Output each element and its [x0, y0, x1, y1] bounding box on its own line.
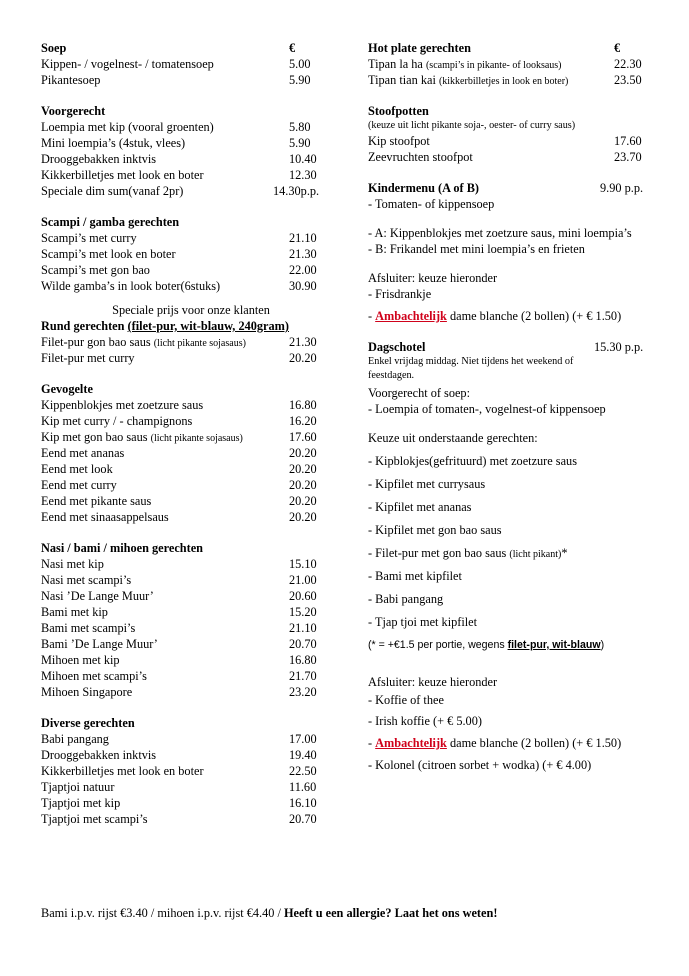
item-name: Scampi’s met curry	[41, 231, 137, 245]
item-price: 10.40	[289, 152, 317, 166]
dag-starter-title: Voorgerecht of soep:	[368, 386, 470, 400]
item-note: (licht pikante sojasaus)	[153, 338, 246, 349]
item-name: Bami met scampi’s	[41, 621, 136, 635]
item-price: 5.90	[289, 136, 311, 150]
section-title: Scampi / gamba gerechten	[41, 215, 180, 229]
item-name: Eend met sinaasappelsaus	[41, 510, 169, 524]
item-name: Kippenblokjes met zoetzure saus	[41, 398, 204, 412]
section-header	[368, 40, 658, 56]
dag-dish: - Bami met kipfilet	[368, 569, 462, 583]
section-header	[41, 318, 341, 334]
menu-price: 9.90 p.p.	[600, 181, 644, 195]
section-title: Dagschotel	[368, 340, 426, 354]
menu-item	[41, 262, 341, 278]
star-note-bold: filet-pur, wit-blauw	[507, 639, 601, 651]
item-price: 30.90	[289, 279, 317, 293]
item-name: Mihoen met scampi’s	[41, 669, 147, 683]
item-name: Kip stoofpot	[368, 134, 430, 148]
menu-item	[41, 413, 341, 429]
spacer	[368, 417, 658, 430]
spacer	[368, 212, 658, 225]
section-stoofpotten	[368, 103, 658, 165]
menu-item	[41, 183, 341, 199]
dag-afsluiter: Afsluiter: keuze hieronder	[368, 675, 498, 689]
menu-item	[41, 350, 341, 366]
item-price: 14.30p.p.	[273, 184, 320, 198]
dish-note: (licht pikant)	[509, 549, 562, 560]
kinder-drink: - Frisdrankje	[368, 287, 432, 301]
section-title: Stoofpotten	[368, 104, 429, 118]
item-name: Kikkerbilletjes met look en boter	[41, 168, 204, 182]
section-title: Nasi / bami / mihoen gerechten	[41, 541, 204, 555]
footer-note	[41, 905, 497, 921]
menu-item	[41, 445, 341, 461]
item-name: Filet-pur met curry	[41, 351, 135, 365]
section-kindermenu	[368, 180, 658, 324]
item-name: Drooggebakken inktvis	[41, 152, 157, 166]
menu-item	[41, 636, 341, 652]
section-dagschotel	[368, 339, 658, 773]
item-price: 5.80	[289, 120, 311, 134]
star-note-suffix: )	[600, 639, 605, 651]
menu-item	[41, 278, 341, 294]
section-header	[41, 540, 341, 556]
section-title: Voorgerecht	[41, 104, 106, 118]
kinder-option-b: - B: Frikandel met mini loempia’s en frieten	[368, 242, 585, 256]
dag-star-note	[368, 637, 658, 653]
dag-kolonel: - Kolonel (citroen sorbet + wodka) (+ € 4.00)	[368, 758, 592, 772]
menu-price: 15.30 p.p.	[594, 340, 644, 354]
item-price: 20.70	[289, 812, 317, 826]
section-header	[41, 715, 341, 731]
item-price: 17.60	[289, 430, 317, 444]
section-soep	[41, 40, 341, 88]
dish-star: *	[561, 546, 568, 560]
menu-item	[41, 119, 341, 135]
right-column	[368, 40, 658, 788]
item-name: Tipan la ha	[368, 57, 423, 71]
item-price: 15.20	[289, 605, 317, 619]
kinder-afsluiter: Afsluiter: keuze hieronder	[368, 271, 498, 285]
item-price: 20.70	[289, 637, 317, 651]
item-price: 21.10	[289, 621, 317, 635]
item-name: Nasi ’De Lange Muur’	[41, 589, 154, 603]
menu-item	[41, 811, 341, 827]
dag-koffie: - Koffie of thee	[368, 693, 444, 707]
section-header	[368, 339, 658, 355]
item-note: (scampi’s in pikante- of looksaus)	[425, 60, 562, 71]
section-gevogelte	[41, 381, 341, 525]
item-name: Nasi met kip	[41, 557, 104, 571]
kinder-option-a: - A: Kippenblokjes met zoetzure saus, mini loempia’s	[368, 226, 632, 240]
item-name: Loempia met kip (vooral groenten)	[41, 120, 214, 134]
item-name: Tjaptjoi natuur	[41, 780, 115, 794]
item-name: Speciale dim sum(vanaf 2pr)	[41, 184, 184, 198]
dessert-rest: dame blanche (2 bollen) (+ € 1.50)	[446, 736, 622, 750]
menu-item	[41, 167, 341, 183]
dag-note: Enkel vrijdag middag. Niet tijdens het weekend of feestdagen.	[368, 356, 574, 381]
item-note: (licht pikante sojasaus)	[150, 433, 243, 444]
item-price: 22.00	[289, 263, 317, 277]
left-column	[41, 40, 341, 842]
menu-item	[368, 149, 658, 165]
section-header	[368, 103, 658, 119]
item-name: Zeevruchten stoofpot	[368, 150, 473, 164]
footer-allergy: Heeft u een allergie? Laat het ons weten!	[283, 906, 498, 920]
menu-item	[41, 604, 341, 620]
item-name: Pikantesoep	[41, 73, 101, 87]
item-price: 23.50	[614, 73, 642, 87]
item-price: 21.10	[289, 231, 317, 245]
menu-item	[41, 684, 341, 700]
section-nasi	[41, 540, 341, 700]
item-name: Tjaptjoi met kip	[41, 796, 121, 810]
menu-item	[41, 477, 341, 493]
item-name: Filet-pur gon bao saus	[41, 335, 151, 349]
item-price: 21.00	[289, 573, 317, 587]
dag-dish: - Kipfilet met currysaus	[368, 477, 486, 491]
dag-dish: - Tjap tjoi met kipfilet	[368, 615, 478, 629]
kinder-soup: - Tomaten- of kippensoep	[368, 197, 495, 211]
item-price: 20.60	[289, 589, 317, 603]
item-name: Scampi’s met gon bao	[41, 263, 150, 277]
item-price: 22.50	[289, 764, 317, 778]
section-header	[41, 40, 341, 56]
dag-choice-title: Keuze uit onderstaande gerechten:	[368, 431, 538, 445]
menu-item	[41, 509, 341, 525]
section-note: (keuze uit licht pikante soja-, oester- of curry saus)	[368, 120, 576, 131]
menu-item	[41, 795, 341, 811]
item-price: 17.60	[614, 134, 642, 148]
item-price: 16.20	[289, 414, 317, 428]
item-price: 23.70	[614, 150, 642, 164]
dessert-rest: dame blanche (2 bollen) (+ € 1.50)	[446, 309, 622, 323]
section-header	[41, 103, 341, 119]
section-header	[368, 180, 658, 196]
menu-item	[41, 763, 341, 779]
star-note-prefix: (* = +€1.5 per portie, wegens	[368, 639, 508, 651]
menu-item	[41, 620, 341, 636]
item-name: Mini loempia’s (4stuk, vlees)	[41, 136, 186, 150]
menu-item	[41, 652, 341, 668]
item-price: 20.20	[289, 446, 317, 460]
item-name: Mihoen Singapore	[41, 685, 133, 699]
section-header	[41, 381, 341, 397]
menu-item	[41, 731, 341, 747]
item-price: 12.30	[289, 168, 317, 182]
dag-dish: - Kipblokjes(gefrituurd) met zoetzure saus	[368, 454, 577, 468]
menu-item	[368, 56, 658, 72]
item-name: Kippen- / vogelnest- / tomatensoep	[41, 57, 214, 71]
special-price-note	[41, 302, 341, 318]
item-name: Tipan tian kai	[368, 73, 436, 87]
dish-name: - Filet-pur met gon bao saus	[368, 546, 507, 560]
dessert-prefix: -	[368, 736, 376, 750]
item-price: 11.60	[289, 780, 317, 794]
item-name: Mihoen met kip	[41, 653, 120, 667]
item-name: Kip met curry / - champignons	[41, 414, 193, 428]
item-price: 21.30	[289, 335, 317, 349]
item-name: Kikkerbilletjes met look en boter	[41, 764, 204, 778]
section-voorgerecht	[41, 103, 341, 199]
item-name: Scampi’s met look en boter	[41, 247, 176, 261]
menu-item	[41, 668, 341, 684]
section-title: Hot plate gerechten	[368, 41, 471, 55]
section-title: Soep	[41, 41, 67, 55]
item-price: 5.00	[289, 57, 311, 71]
item-price: 17.00	[289, 732, 317, 746]
dessert-prefix: -	[368, 309, 376, 323]
menu-item	[368, 133, 658, 149]
menu-item	[41, 588, 341, 604]
section-header	[41, 214, 341, 230]
ambachtelijk-label: Ambachtelijk	[375, 309, 447, 323]
item-price: 16.80	[289, 653, 317, 667]
dag-dish-filet	[368, 545, 658, 568]
item-note: (kikkerbilletjes in look en boter)	[438, 76, 569, 87]
item-price: 15.10	[289, 557, 317, 571]
section-title: Gevogelte	[41, 382, 93, 396]
item-name: Babi pangang	[41, 732, 109, 746]
section-title: Kindermenu (A of B)	[368, 181, 480, 195]
item-name: Eend met curry	[41, 478, 117, 492]
section-hotplate	[368, 40, 658, 88]
item-name: Bami met kip	[41, 605, 108, 619]
dag-dish: - Kipfilet met gon bao saus	[368, 523, 502, 537]
menu-item	[41, 230, 341, 246]
item-price: 21.70	[289, 669, 317, 683]
dag-irish: - Irish koffie (+ € 5.00)	[368, 714, 482, 728]
menu-item	[41, 572, 341, 588]
item-price: 5.90	[289, 73, 311, 87]
menu-item	[41, 556, 341, 572]
section-title-extra: (filet-pur, wit-blauw, 240gram)	[127, 319, 289, 333]
item-price: 16.10	[289, 796, 317, 810]
currency-symbol: €	[614, 41, 621, 55]
section-diverse	[41, 715, 341, 827]
item-name: Bami ’De Lange Muur’	[41, 637, 158, 651]
item-name: Eend met ananas	[41, 446, 125, 460]
section-title: Diverse gerechten	[41, 716, 135, 730]
item-price: 20.20	[289, 478, 317, 492]
menu-item	[41, 72, 341, 88]
section-scampi	[41, 214, 341, 294]
dag-dessert	[368, 735, 658, 751]
menu-item	[41, 135, 341, 151]
item-name: Drooggebakken inktvis	[41, 748, 157, 762]
spacer	[368, 653, 658, 674]
menu-item	[41, 334, 341, 350]
menu-item	[41, 779, 341, 795]
menu-item	[41, 246, 341, 262]
item-name: Eend met look	[41, 462, 113, 476]
item-name: Kip met gon bao saus	[41, 430, 148, 444]
footer-text: Bami i.p.v. rijst €3.40 / mihoen i.p.v. rijst €4.40 /	[41, 906, 284, 920]
menu-item	[41, 493, 341, 509]
menu-item	[41, 397, 341, 413]
special-note-text: Speciale prijs voor onze klanten	[112, 303, 270, 317]
menu-item	[41, 56, 341, 72]
item-name: Eend met pikante saus	[41, 494, 152, 508]
dag-dish: - Babi pangang	[368, 592, 444, 606]
dag-starter: - Loempia of tomaten-, vogelnest-of kippensoep	[368, 402, 606, 416]
currency-symbol: €	[289, 41, 296, 55]
item-name: Nasi met scampi’s	[41, 573, 132, 587]
item-name: Tjaptjoi met scampi’s	[41, 812, 148, 826]
spacer	[368, 257, 658, 270]
menu-item	[41, 747, 341, 763]
item-price: 20.20	[289, 494, 317, 508]
menu-item	[41, 151, 341, 167]
item-name: Wilde gamba’s in look boter(6stuks)	[41, 279, 221, 293]
item-price: 19.40	[289, 748, 317, 762]
item-price: 20.20	[289, 510, 317, 524]
item-price: 20.20	[289, 462, 317, 476]
kinder-dessert	[368, 308, 658, 324]
item-price: 16.80	[289, 398, 317, 412]
menu-item	[41, 461, 341, 477]
dag-dish: - Kipfilet met ananas	[368, 500, 472, 514]
item-price: 22.30	[614, 57, 642, 71]
menu-item	[368, 72, 658, 88]
item-price: 21.30	[289, 247, 317, 261]
section-rund	[41, 302, 341, 366]
item-price: 20.20	[289, 351, 317, 365]
section-title: Rund gerechten	[41, 319, 125, 333]
menu-item	[41, 429, 341, 445]
item-price: 23.20	[289, 685, 317, 699]
ambachtelijk-label: Ambachtelijk	[375, 736, 447, 750]
